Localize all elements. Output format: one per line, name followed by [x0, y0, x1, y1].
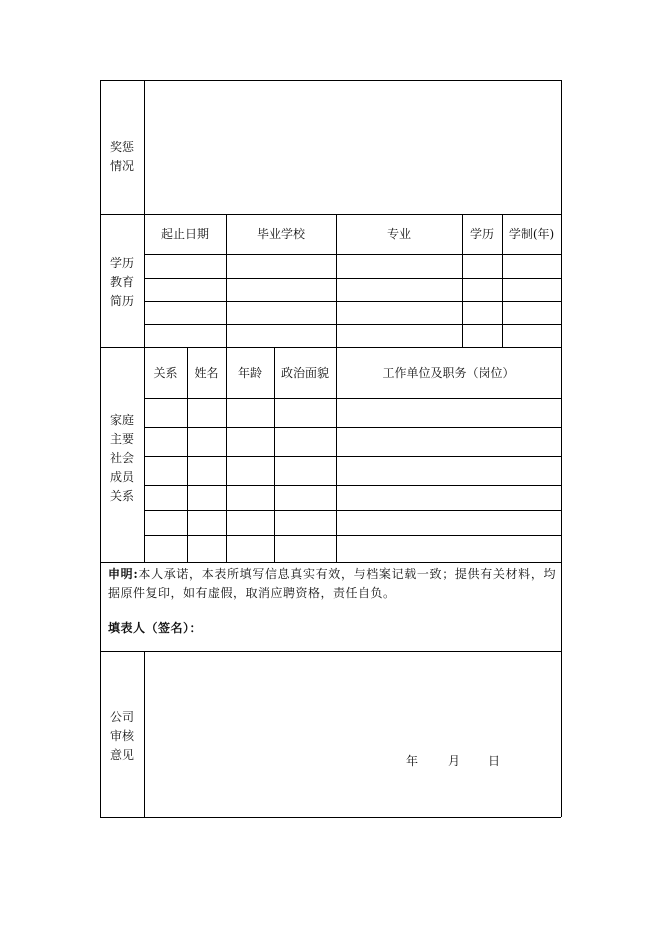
family-label-line: 社会: [109, 451, 134, 465]
family-row-line: [144, 456, 561, 457]
awards-label: [100, 138, 144, 176]
awards-label-line: 情况: [109, 159, 134, 173]
review-date-month: 月: [447, 754, 460, 768]
family-label-line: 主要: [109, 432, 134, 446]
family-row-line: [144, 427, 561, 428]
family-label-line: 家庭: [109, 413, 134, 427]
education-label-line: 教育: [109, 275, 134, 289]
awards-label-line: 奖惩: [109, 140, 134, 154]
education-row-line: [144, 278, 561, 279]
declaration-text: [108, 565, 556, 603]
education-header-dates: 起止日期: [160, 227, 209, 241]
review-date-year: 年: [405, 754, 418, 768]
review-label-line: 公司: [109, 710, 134, 724]
education-label: [100, 254, 144, 311]
application-form-table: [100, 80, 561, 817]
awards-content-field[interactable]: [145, 81, 560, 213]
education-row-line: [144, 301, 561, 302]
section-divider-family: [100, 562, 561, 563]
education-header-school: 毕业学校: [256, 227, 305, 241]
family-row-line: [144, 535, 561, 536]
table-border-right: [561, 80, 562, 817]
family-label-line: 成员: [109, 470, 134, 484]
education-row-line: [144, 324, 561, 325]
family-header-name: 姓名: [194, 366, 219, 380]
review-opinion-field[interactable]: [145, 652, 560, 816]
declaration-body: 本人承诺，本表所填写信息真实有效，与档案记载一致；提供有关材料，均据原件复印，如有虚假，取消应聘资格，责任自负。: [108, 567, 556, 600]
section-divider-awards: [100, 214, 561, 215]
family-header-employer-position: 工作单位及职务（岗位）: [382, 366, 515, 380]
review-label-line: 审核: [109, 729, 134, 743]
education-label-line: 学历: [109, 256, 134, 270]
review-label-line: 意见: [109, 748, 134, 762]
section-divider-education: [100, 347, 561, 348]
declaration-lead: 申明:: [108, 567, 139, 581]
family-header-relation: 关系: [153, 366, 178, 380]
education-header-major: 专业: [386, 227, 411, 241]
education-label-line: 简历: [109, 294, 134, 308]
family-row-line: [144, 510, 561, 511]
signer-label: 填表人（签名）：: [108, 621, 203, 635]
education-header-degree: 学历: [469, 227, 494, 241]
education-header-duration: 学制(年): [508, 227, 555, 241]
family-header-political-status: 政治面貌: [280, 366, 329, 380]
education-row-line: [144, 254, 561, 255]
review-label: [100, 708, 144, 765]
family-header-age: 年龄: [237, 366, 262, 380]
family-label: [100, 411, 144, 506]
review-date-day: 日: [487, 754, 500, 768]
table-border-bottom: [100, 817, 561, 818]
family-label-line: 关系: [109, 489, 134, 503]
family-row-line: [144, 398, 561, 399]
family-row-line: [144, 485, 561, 486]
